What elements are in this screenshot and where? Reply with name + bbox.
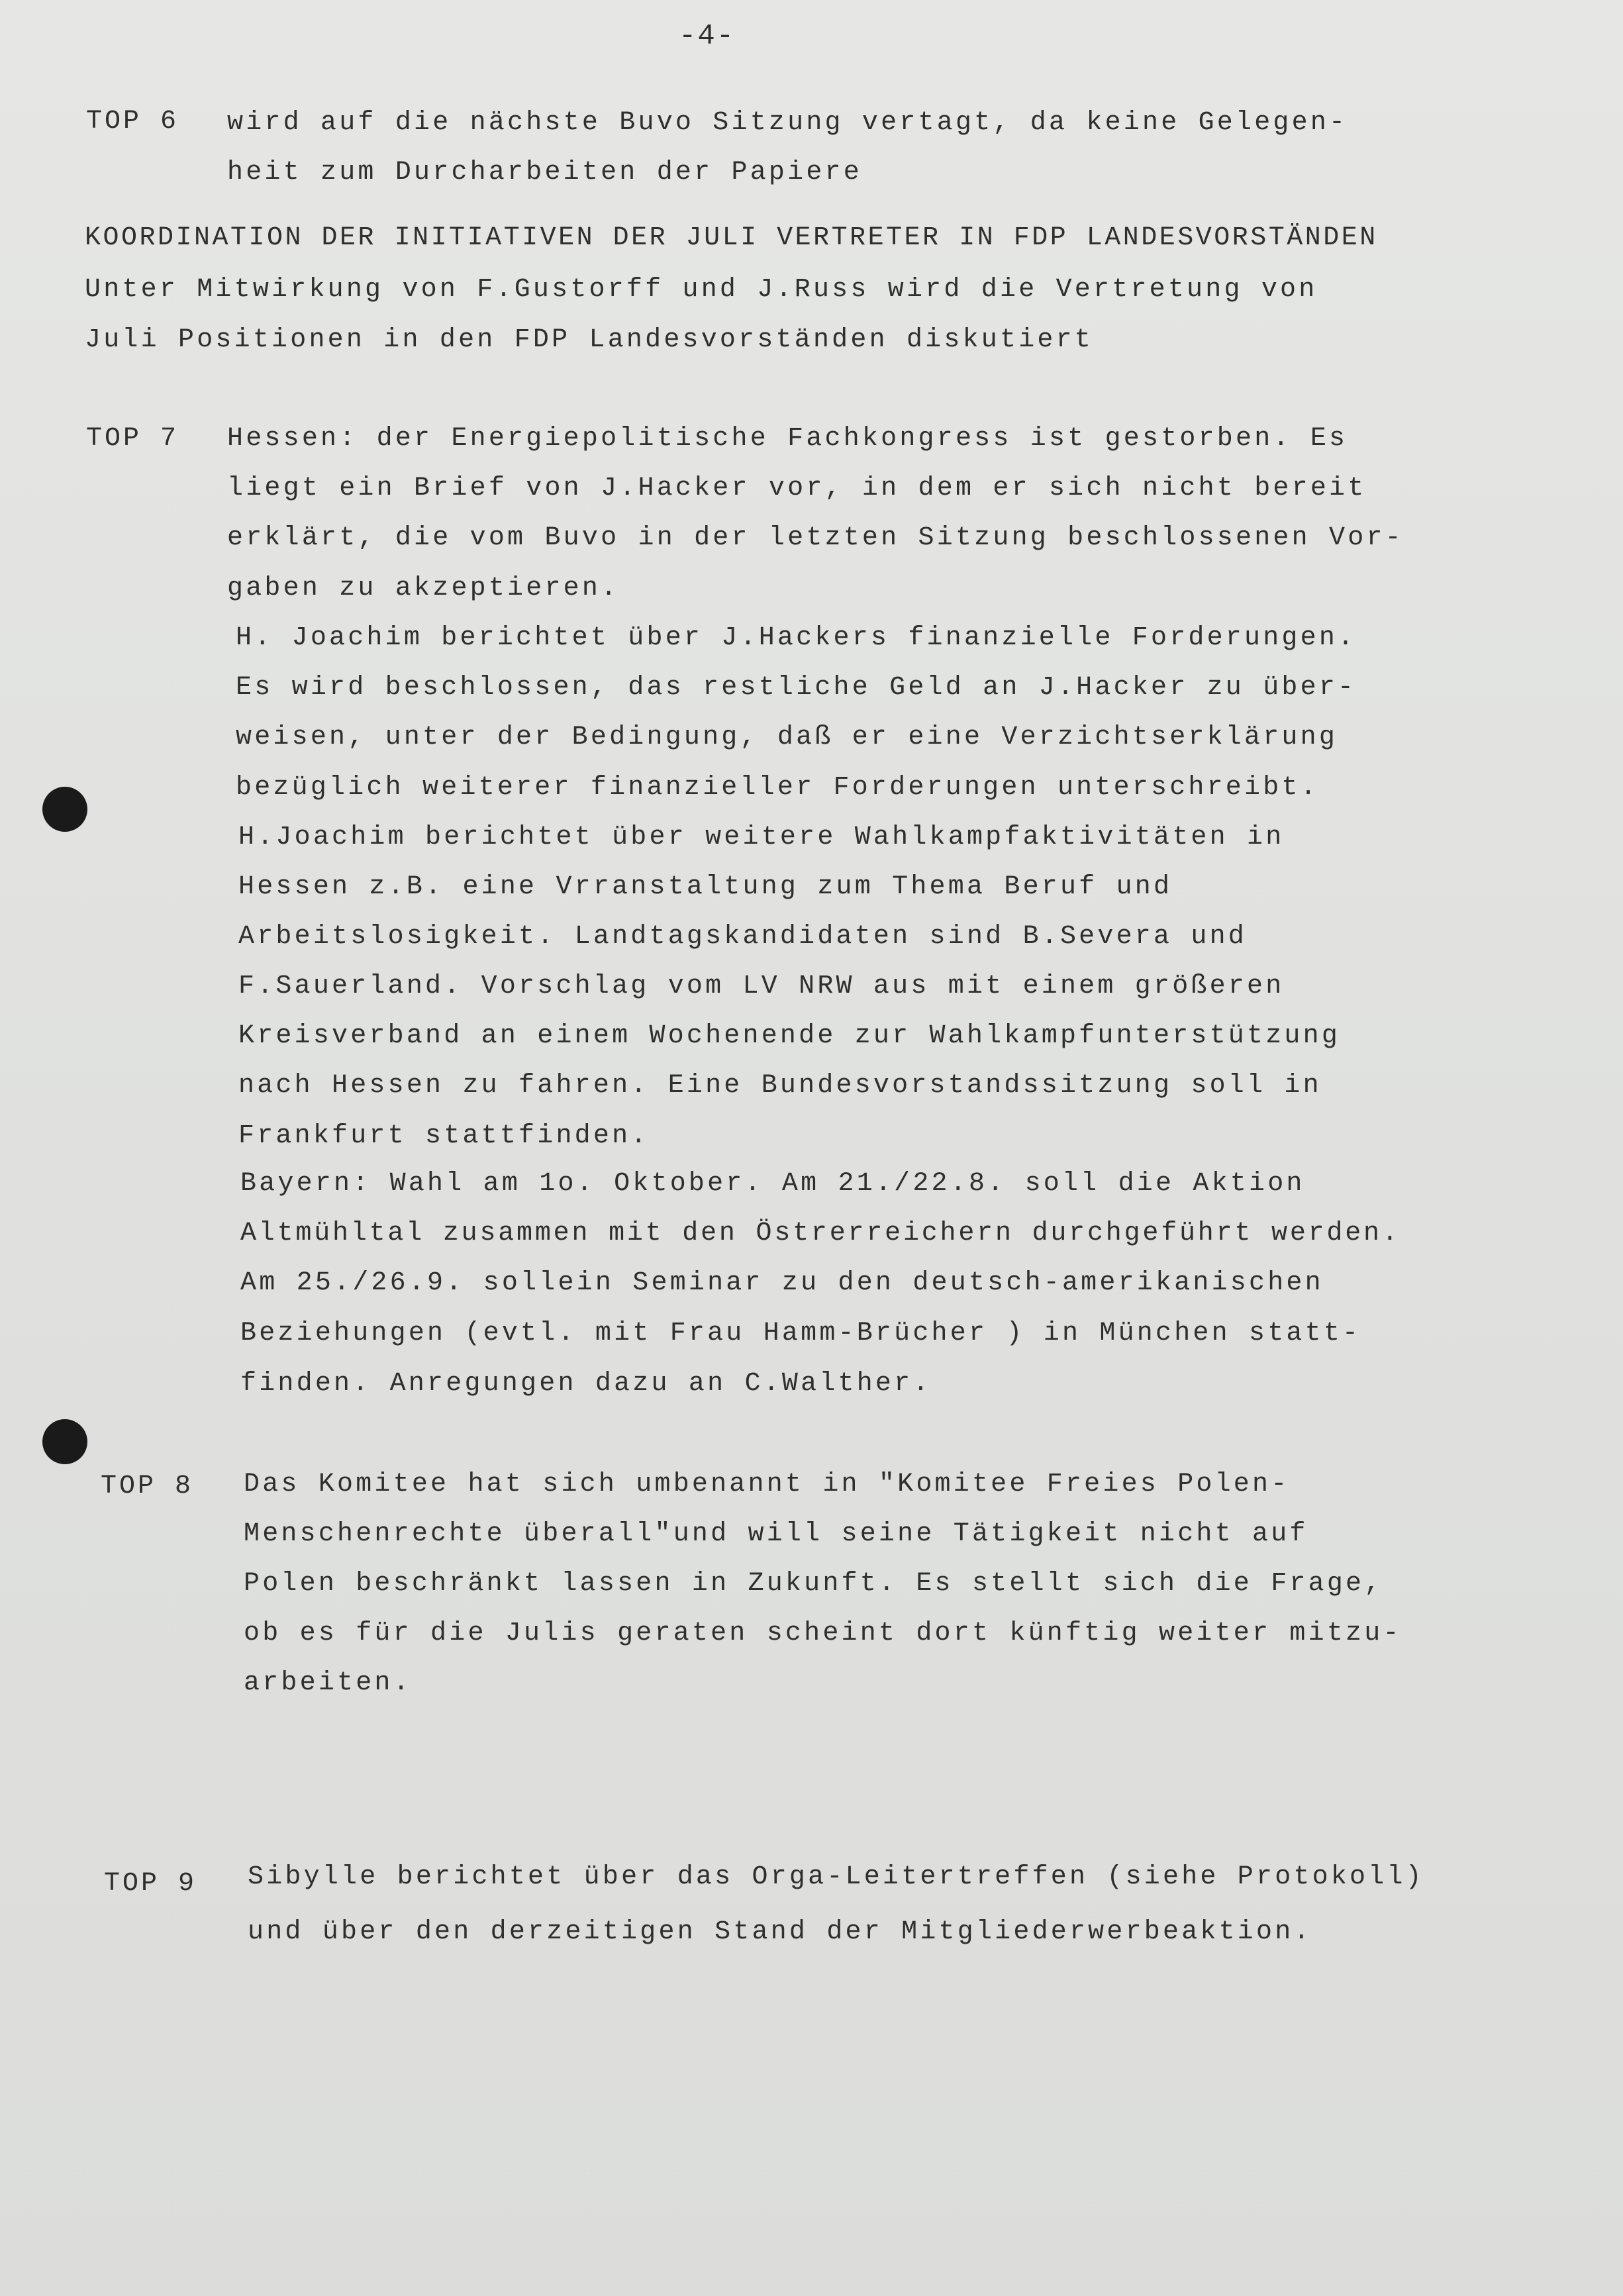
top7-line: H.Joachim berichtet über weitere Wahlkampfaktivitäten in bbox=[238, 823, 1285, 852]
top7-line: weisen, unter der Bedingung, daß er eine Verzichtserklärung bbox=[236, 723, 1338, 752]
top7-line: Frankfurt stattfinden. bbox=[238, 1121, 650, 1151]
top7-line: finden. Anregungen dazu an C.Walther. bbox=[240, 1369, 932, 1399]
top7-line: gaben zu akzeptieren. bbox=[227, 574, 620, 603]
top7-line: Kreisverband an einem Wochenende zur Wahlkampfunterstützung bbox=[238, 1021, 1341, 1051]
punch-hole bbox=[42, 787, 87, 832]
top7-line: Hessen: der Energiepolitische Fachkongress ist gestorben. Es bbox=[227, 424, 1348, 454]
top7-line: bezüglich weiterer finanzieller Forderungen unterschreibt. bbox=[236, 773, 1319, 803]
top7-line: Am 25./26.9. sollein Seminar zu den deutsch-amerikanischen bbox=[240, 1268, 1324, 1298]
coordination-line: Unter Mitwirkung von F.Gustorff und J.Russ wird die Vertretung von bbox=[85, 275, 1318, 305]
punch-hole bbox=[42, 1419, 87, 1464]
top7-line: erklärt, die vom Buvo in der letzten Sitzung beschlossenen Vor- bbox=[227, 523, 1404, 553]
top7-line: Bayern: Wahl am 1o. Oktober. Am 21./22.8. soll die Aktion bbox=[240, 1169, 1305, 1199]
top7-line: Es wird beschlossen, das restliche Geld an J.Hacker zu über- bbox=[236, 673, 1357, 703]
top7-line: liegt ein Brief von J.Hacker vor, in dem er sich nicht bereit bbox=[227, 474, 1367, 503]
top9-label: TOP 9 bbox=[104, 1869, 197, 1899]
top7-line: H. Joachim berichtet über J.Hackers finanzielle Forderungen. bbox=[236, 623, 1357, 653]
top7-line: Arbeitslosigkeit. Landtagskandidaten sind B.Severa und bbox=[238, 922, 1248, 952]
top9-line: und über den derzeitigen Stand der Mitgliederwerbeaktion. bbox=[248, 1917, 1312, 1947]
top7-line: Altmühltal zusammen mit den Östrerreichern durchgeführt werden. bbox=[240, 1219, 1401, 1248]
page-number: -4- bbox=[679, 20, 736, 53]
top6-line: wird auf die nächste Buvo Sitzung vertagt, da keine Gelegen- bbox=[227, 108, 1348, 138]
top8-line: arbeiten. bbox=[244, 1668, 412, 1698]
top8-line: Menschenrechte überall"und will seine Tätigkeit nicht auf bbox=[244, 1519, 1308, 1549]
top6-line: heit zum Durcharbeiten der Papiere bbox=[227, 158, 862, 187]
coordination-line: Juli Positionen in den FDP Landesvorständen diskutiert bbox=[85, 325, 1094, 355]
top7-line: nach Hessen zu fahren. Eine Bundesvorstandssitzung soll in bbox=[238, 1071, 1322, 1101]
top6-label: TOP 6 bbox=[86, 107, 179, 136]
top8-line: Polen beschränkt lassen in Zukunft. Es stellt sich die Frage, bbox=[244, 1569, 1383, 1599]
top7-line: F.Sauerland. Vorschlag vom LV NRW aus mit einem größeren bbox=[238, 972, 1285, 1001]
top7-label: TOP 7 bbox=[86, 424, 179, 454]
top7-line: Beziehungen (evtl. mit Frau Hamm-Brücher ) in München statt- bbox=[240, 1319, 1361, 1348]
top7-line: Hessen z.B. eine Vrranstaltung zum Thema Beruf und bbox=[238, 872, 1173, 902]
top8-label: TOP 8 bbox=[101, 1472, 194, 1501]
coordination-heading: KOORDINATION DER INITIATIVEN DER JULI VERTRETER IN FDP LANDESVORSTÄNDEN bbox=[85, 223, 1378, 253]
top8-line: ob es für die Julis geraten scheint dort künftig weiter mitzu- bbox=[244, 1619, 1402, 1648]
top9-line: Sibylle berichtet über das Orga-Leitertreffen (siehe Protokoll) bbox=[248, 1862, 1424, 1892]
top8-line: Das Komitee hat sich umbenannt in "Komitee Freies Polen- bbox=[244, 1470, 1290, 1499]
